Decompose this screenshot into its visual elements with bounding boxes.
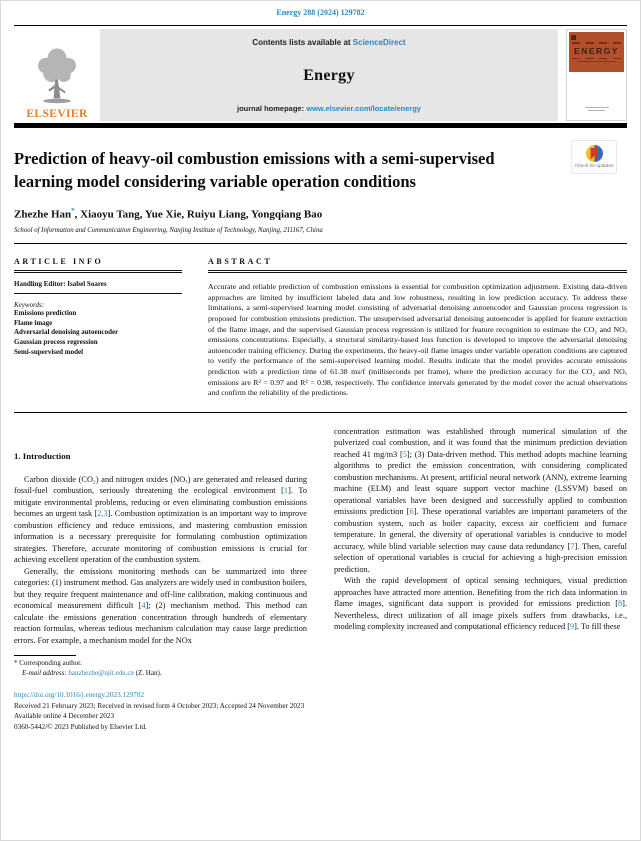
header-divider-rule <box>14 123 627 128</box>
bookmark-ribbon-icon <box>591 148 598 160</box>
cover-rule <box>577 61 616 62</box>
keyword-item: Semi-supervised model <box>14 347 84 356</box>
journal-cover-thumbnail <box>566 29 627 121</box>
footnote-corresponding: * Corresponding author. <box>14 659 82 668</box>
journal-title: Energy <box>303 66 355 84</box>
article-info-heading: ARTICLE INFO <box>14 257 104 267</box>
abstract-text: Accurate and reliable prediction of combustion emissions is essential for combustion optimization adjustment. Existing data-driven approaches are limited by insufficient labeled data and low robustness, resulting in low prediction accuracy. To address these limitations, a semi-supervised learning model consisting of adversarial denoising autoencoder and Gaussian process regression is proposed for combustion emissions prediction. The unsupervised adversarial denoising autoencoder is applied for feature extraction of the flame image, and the supervised Gaussian process regression is utilized for feature recognition to estimate the CO₂ and NOₓ emissions concentrations. Especially, a structural similarity-based loss function is developed to improve the adversarial denoising autoencoder training efficiency. During the experiments, the heavy-oil flame images under variable operation conditions are captured to verify the performance of the semi-supervised learning model. Results indicate that the model provides accurate emissions prediction with a prediction time of 61.38 ms/f (milliseconds per frame), where the prediction accuracy for the CO₂ and NOₓ emissions are R² = 0.97 and R² = 0.98, respectively. The confidence intervals generated by the model cover the actual observations and confirm the reliability of the predictions. <box>208 282 627 398</box>
abstract-heading: ABSTRACT <box>208 257 273 267</box>
body-paragraph: With the rapid development of optical sensing techniques, visual prediction approaches have attracted more attention. Benefiting from the rich data information in flame images, significant data support is provided for emissions prediction [8]. Nevertheless, direct utilization of all image pixels suffers from drawbacks, i.e., modeling complexity increased and computational efficiency reduced [9]. To fill these <box>334 576 627 632</box>
citation-link[interactable]: 8 <box>618 599 623 609</box>
cover-footer-mark <box>585 107 609 112</box>
publication-footer <box>14 690 627 732</box>
citation-link[interactable]: 2,3 <box>97 509 108 519</box>
cover-editors-row <box>572 58 621 60</box>
journal-banner <box>100 29 558 121</box>
body-right-column <box>334 426 627 679</box>
keyword-item: Flame image <box>14 318 53 327</box>
article-info-rule <box>14 270 182 273</box>
body-paragraph: concentration estimation was established through numerical simulation of the pulverized coal combustion, and it was found that the minimum prediction deviation reached 41 mg/m3 [5]; (3) Data-driven method. This method adopts machine learning algorithms to predict the emission concentration, with considering complicated combustion mechanisms. At present, artificial neural network (ANN), extreme learning machine (ELM) and least square support vector machine (LSSVM) based on operational variables have been designed and successfully applied to combustion emissions prediction [6]. These operational variables are important parameters of the combustion system, such as boiler capacity, excess air coefficient and furnace temperature. In general, the diversity of operational variables is conducive to model accuracy, while blind variable selection may cause data redundancy [7]. Then, careful selection of operational variables is crucial for achieving a high-precision emission prediction. <box>334 426 628 574</box>
cover-topics-row <box>572 42 621 44</box>
editor-rule <box>14 293 182 294</box>
keyword-item: Gaussian process regression <box>14 337 98 346</box>
sciencedirect-link[interactable]: ScienceDirect <box>352 38 406 47</box>
author-corresponding: Zhezhe Han <box>14 208 72 221</box>
footer-issn-line: 0360-5442/© 2023 Published by Elsevier Ltd. <box>14 722 147 731</box>
email-label: E-mail address: <box>22 668 67 677</box>
author-list <box>14 207 627 221</box>
citation-link[interactable]: 7 <box>570 541 575 551</box>
body-paragraph: Generally, the emissions monitoring methods can be summarized into three categories: (1) instrument method. Gas analyzers are widely used in combustion boilers, but they require frequent maintenance and off-line calibration, making continuous and economical measurement difficult [4]; (2) mechanism method. This method can calculate the emissions generation concentration through hundreds of elementary reaction formulas, whereas tedious mechanism calculation may cause large prediction errors. For example, a mechanism model for the NOx <box>14 566 307 645</box>
top-rule <box>14 25 627 26</box>
elsevier-tree-icon <box>31 45 83 107</box>
check-for-updates-label: Check for updates <box>574 164 614 169</box>
homepage-line <box>104 104 554 113</box>
running-head-citation: Energy 288 (2024) 129782 <box>276 8 365 17</box>
keywords-list <box>14 309 182 357</box>
cover-journal-name: ENERGY <box>574 45 619 56</box>
article-title: Prediction of heavy-oil combustion emissions with a semi-supervised learning model considering variable operation conditions <box>14 148 495 191</box>
section-heading-introduction: 1. Introduction <box>14 450 71 461</box>
article-body <box>14 426 627 679</box>
journal-cover-masthead <box>569 32 624 72</box>
citation-link[interactable]: 5 <box>402 449 407 459</box>
journal-homepage-link[interactable]: www.elsevier.com/locate/energy <box>306 104 421 113</box>
article-info-column <box>14 257 182 399</box>
abstract-rule <box>208 270 627 273</box>
elsevier-wordmark: ELSEVIER <box>26 108 88 120</box>
contents-prefix: Contents lists available at <box>252 38 353 47</box>
keywords-label: Keywords: <box>14 301 45 310</box>
citation-link[interactable]: 9 <box>570 622 575 632</box>
journal-header <box>14 29 627 121</box>
abstract-bottom-rule <box>14 412 627 413</box>
footer-received-line: Received 21 February 2023; Received in revised form 4 October 2023; Accepted 24 November 2023 <box>14 701 305 710</box>
citation-link[interactable]: 6 <box>409 507 414 517</box>
elsevier-logo <box>14 29 100 121</box>
email-suffix: (Z. Han). <box>133 668 162 677</box>
body-paragraph: Carbon dioxide (CO₂) and nitrogen oxides (NOₓ) are generated and released during fossil-fuel combustion, seriously threatening the ecological environment [1]. To mitigate environmental problems, reducing or even eliminating combustion emissions becomes an urgent task [2,3]. Combustion optimization is an important way to improve combustion efficiency and reduce emissions, and mastering combustion emission information is a necessary prerequisite for formulating combustion optimization strategies. Therefore, accurate monitoring of combustion emissions is crucial for achieving excellent operation of the combustion system. <box>14 474 307 565</box>
info-abstract-section <box>14 244 627 403</box>
check-for-updates-badge[interactable] <box>571 140 617 174</box>
doi-link[interactable]: https://doi.org/10.1016/j.energy.2023.129782 <box>14 691 145 700</box>
citation-link[interactable]: 4 <box>141 601 146 611</box>
check-for-updates-icon <box>586 145 603 162</box>
cover-publisher-mark <box>571 35 576 40</box>
author-others: , Xiaoyu Tang, Yue Xie, Ruiyu Liang, Yongqiang Bao <box>74 208 323 221</box>
keyword-item: Emissions prediction <box>14 309 77 318</box>
keyword-item: Adversarial denoising autoencoder <box>14 328 119 337</box>
homepage-prefix: journal homepage: <box>237 104 307 113</box>
affiliation: School of Information and Communication Engineering, Nanjing Institute of Technology, Nanjing, 211167, China <box>14 227 323 235</box>
contents-line <box>104 38 554 47</box>
footnote-email-line <box>14 669 307 679</box>
corresponding-author-marker[interactable]: * <box>71 206 75 215</box>
citation-link[interactable]: 1 <box>283 486 289 496</box>
body-left-column <box>14 426 307 679</box>
footer-available-line: Available online 4 December 2023 <box>14 712 115 721</box>
corresponding-author-footnote <box>14 655 307 678</box>
abstract-column <box>208 257 627 399</box>
footnote-rule <box>14 655 76 656</box>
email-link[interactable]: hanzhezhe@njit.edu.cn <box>68 668 134 677</box>
handling-editor: Handling Editor: Isabel Soares <box>14 280 107 289</box>
